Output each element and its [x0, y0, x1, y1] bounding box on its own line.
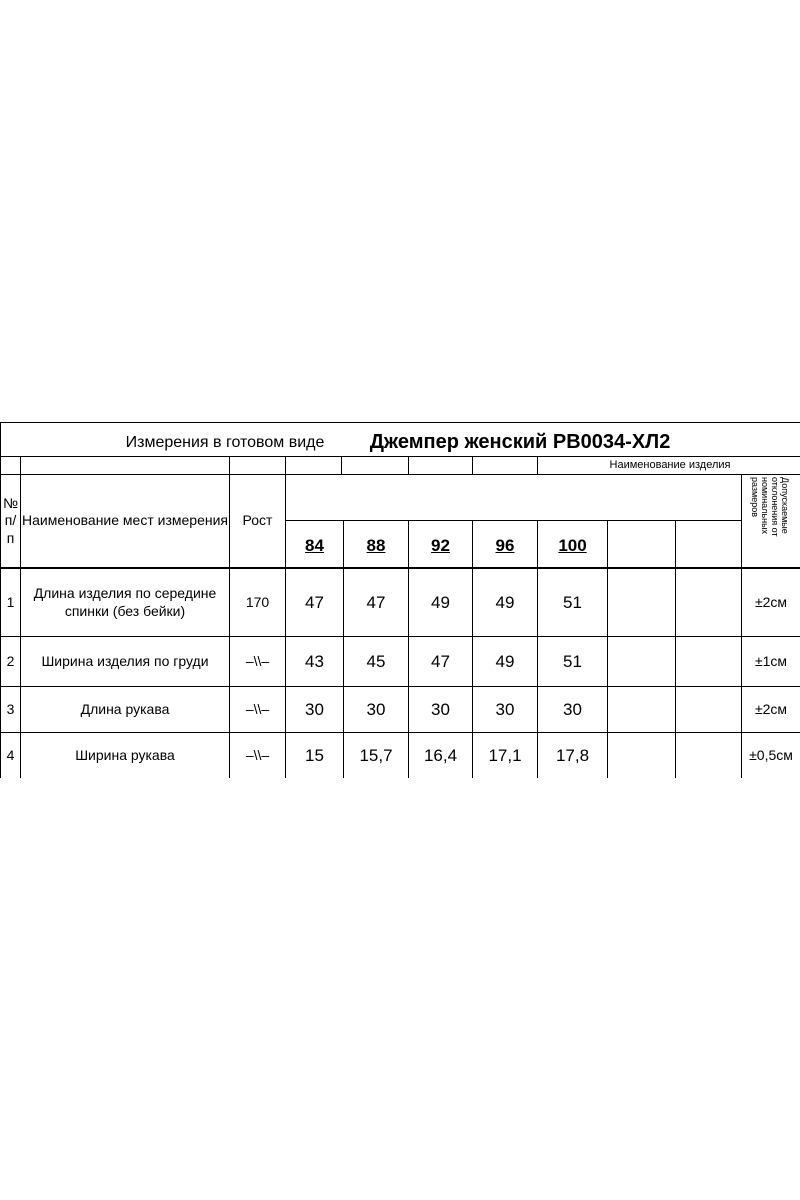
col-border-5 [408, 456, 409, 474]
table-row-1-value-96: 49 [495, 592, 515, 612]
table-row-1-value-84: 47 [305, 592, 324, 612]
table-subtitle: Измерения в готовом виде [125, 434, 325, 451]
table-row-1-name: Длина изделия по середине спинки (без бейки) [33, 585, 217, 619]
table-row-1-value-92: 49 [431, 592, 450, 612]
table-row-3-value-84: 30 [305, 699, 324, 719]
table-row-3-value-88: 30 [366, 699, 386, 719]
size-header-92: 92 [431, 535, 450, 555]
table-row-3-tolerance: ±2см [754, 700, 788, 717]
table-row-2-height: –\\– [245, 652, 270, 669]
table-row-2-value-92: 47 [431, 651, 450, 671]
table-row-1-tolerance: ±2см [754, 593, 788, 610]
table-row-4-value-92: 16,4 [423, 745, 458, 765]
table-row-4-num: 4 [6, 746, 15, 763]
table-row-2-value-84: 43 [305, 651, 324, 671]
col-border-4 [341, 456, 342, 474]
table-row-4-value-84: 15 [305, 745, 324, 765]
col-border-6 [472, 456, 473, 474]
table-row-2-value-96: 49 [495, 651, 515, 671]
table-row-1-value-88: 47 [366, 592, 386, 612]
table-row-4-name: Ширина рукава [75, 746, 175, 763]
table-row-1-value-100: 51 [563, 592, 582, 612]
table-row-3-height: –\\– [245, 700, 270, 717]
table-row-4-tolerance: ±0,5см [749, 746, 793, 763]
table-row-1-height: 170 [245, 593, 270, 610]
column-height-header: Рост [242, 512, 273, 529]
table-row-2-value-100: 51 [563, 651, 582, 671]
size-header-100: 100 [558, 535, 587, 555]
col-border-7 [537, 456, 538, 474]
size-header-96: 96 [495, 535, 515, 555]
table-row-4-value-100: 17,8 [555, 745, 590, 765]
table-row-4-value-88: 15,7 [359, 745, 393, 765]
sizes-divider [285, 520, 741, 521]
table-row-1-num: 1 [6, 593, 15, 610]
table-row-2-value-88: 45 [366, 651, 386, 671]
table-row-4-height: –\\– [245, 746, 270, 763]
table-row-3-value-100: 30 [563, 699, 582, 719]
table-row-4-value-96: 17,1 [488, 745, 522, 765]
product-name-label: Наименование изделия [609, 458, 731, 471]
column-tolerance-header: Допускаемые отклонения от номинальных размеров [750, 477, 790, 537]
col-border-8 [607, 520, 608, 778]
table-row-2-num: 2 [6, 652, 15, 669]
product-title: Джемпер женский PB0034-ХЛ2 [369, 430, 671, 453]
table-row-2-name: Ширина изделия по груди [41, 652, 209, 669]
size-header-84: 84 [305, 535, 324, 555]
table-row-3-value-96: 30 [495, 699, 515, 719]
table-row-3-name: Длина рукава [80, 700, 170, 717]
table-top-border [0, 422, 800, 423]
table-row-3-num: 3 [6, 700, 15, 717]
column-num-header: № п/ п [2, 494, 19, 546]
table-row-2-tolerance: ±1см [754, 652, 788, 669]
table-row-3-value-92: 30 [431, 699, 450, 719]
column-place-header: Наименование мест измерения [21, 512, 228, 529]
col-border-9 [675, 520, 676, 778]
size-header-88: 88 [366, 535, 386, 555]
